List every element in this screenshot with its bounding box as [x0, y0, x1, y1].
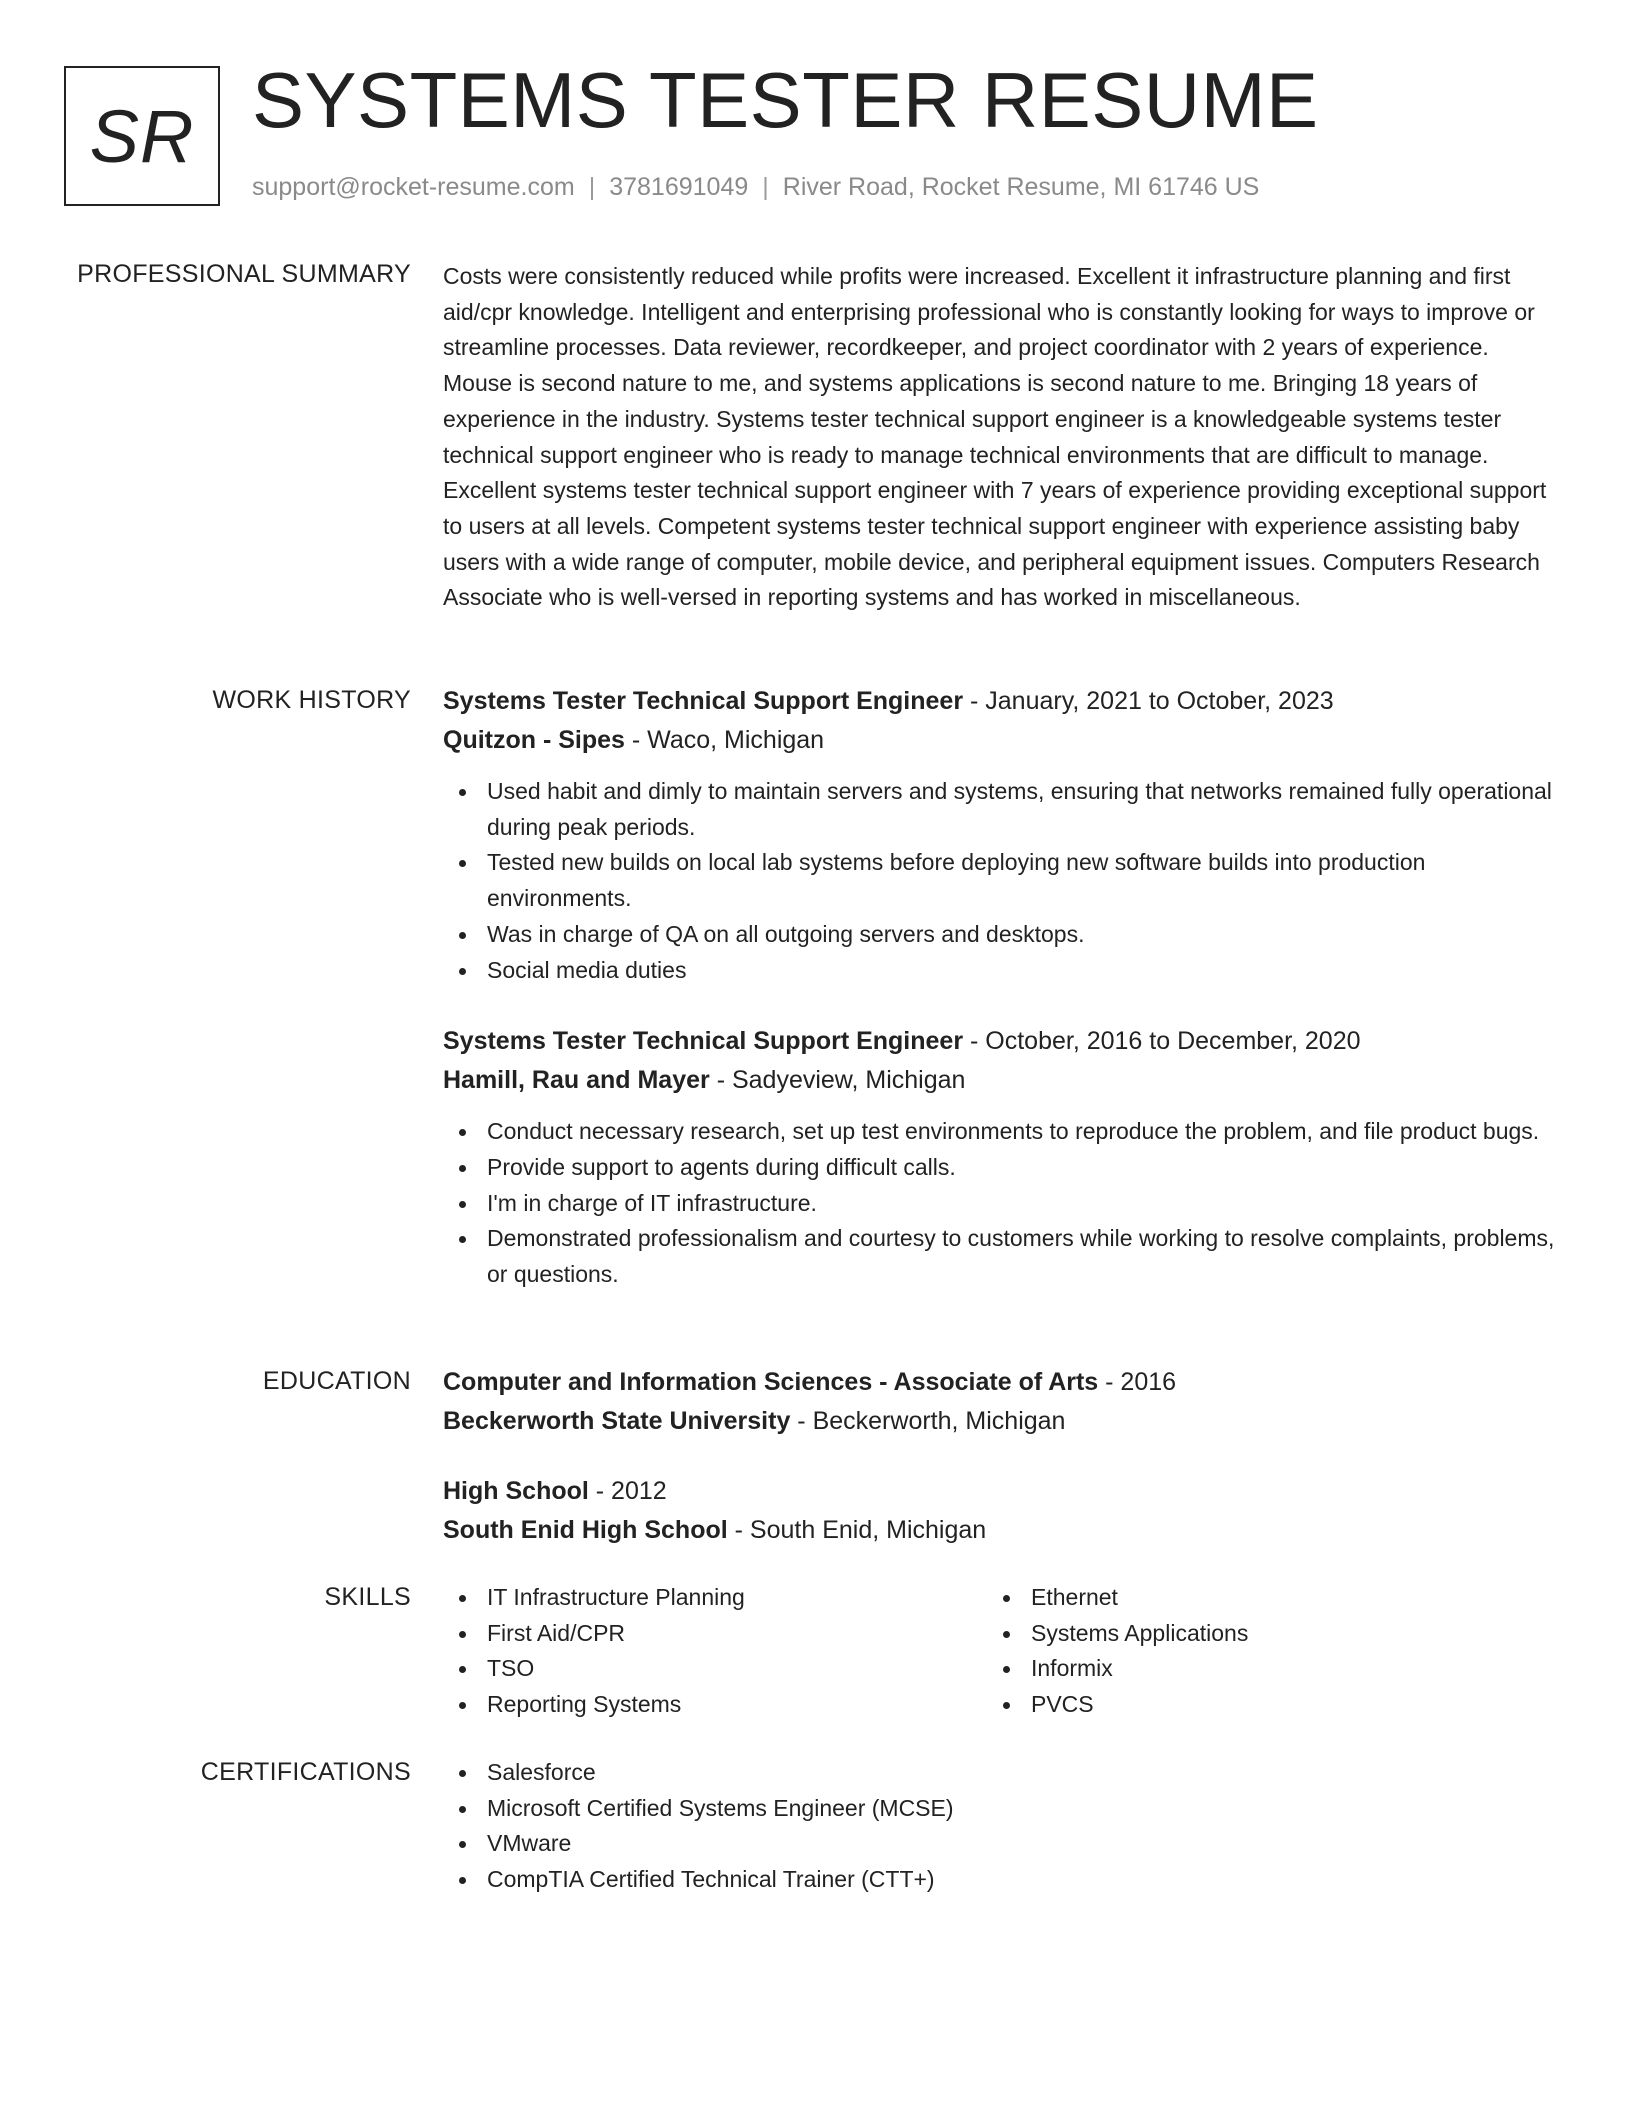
- job-title: Systems Tester Technical Support Engineer: [443, 687, 964, 715]
- summary-body: [443, 259, 1555, 616]
- skills-list: [443, 1580, 987, 1723]
- resume-title: SYSTEMS TESTER RESUME: [252, 56, 1319, 144]
- education-body: [443, 1363, 1555, 1550]
- school-line: [443, 1511, 1555, 1550]
- list-item: Conduct necessary research, set up test environments to reproduce the problem, and file product bugs.: [443, 1114, 1555, 1150]
- list-item: Used habit and dimly to maintain servers and systems, ensuring that networks remained fully operational during peak periods.: [443, 774, 1555, 845]
- contact-phone: 3781691049: [609, 173, 749, 201]
- monogram-badge: [64, 66, 220, 206]
- job-entry: [443, 682, 1555, 988]
- degree-year: - 2012: [588, 1477, 667, 1505]
- list-item: I'm in charge of IT infrastructure.: [443, 1186, 1555, 1222]
- degree: High School: [443, 1477, 589, 1505]
- list-item: First Aid/CPR: [443, 1616, 987, 1652]
- contact-separator: |: [588, 173, 596, 201]
- school: Beckerworth State University: [443, 1407, 791, 1435]
- list-item: Tested new builds on local lab systems before deploying new software builds into production environments.: [443, 845, 1555, 916]
- contact-line: [252, 170, 1259, 204]
- certifications-body: [443, 1755, 1555, 1898]
- degree: Computer and Information Sciences - Associate of Arts: [443, 1368, 1099, 1396]
- job-location: - Sadyeview, Michigan: [709, 1066, 966, 1095]
- skills-grid: [443, 1580, 1555, 1723]
- section-label: PROFESSIONAL SUMMARY: [77, 260, 411, 288]
- job-company-line: [443, 721, 1555, 760]
- list-item: CompTIA Certified Technical Trainer (CTT+): [443, 1862, 1555, 1898]
- list-item: Ethernet: [987, 1580, 1531, 1616]
- job-bullets: [443, 774, 1555, 988]
- job-title-line: [443, 682, 1555, 721]
- summary-text: Costs were consistently reduced while profits were increased. Excellent it infrastructure planning and first aid/cpr knowledge. Intelligent and enterprising professional who is constantly looking for ways to improve or streamline processes. Data reviewer, recordkeeper, and project coordinator with 2 years of experience. Mouse is second nature to me, and systems applications is second nature to me. Bringing 18 years of experience in the industry. Systems tester technical support engineer is a knowledgeable systems tester technical support engineer who is ready to manage technical environments that are difficult to manage. Excellent systems tester technical support engineer with 7 years of experience providing exceptional support to users at all levels. Competent systems tester technical support engineer with experience assisting baby users with a wide range of computer, mobile device, and peripheral equipment issues. Computers Research Associate who is well-versed in reporting systems and has worked in miscellaneous.: [443, 263, 1547, 611]
- work-history-body: [443, 682, 1555, 1293]
- job-bullets: [443, 1114, 1555, 1293]
- list-item: PVCS: [987, 1687, 1531, 1723]
- job-company: Quitzon - Sipes: [443, 726, 625, 754]
- list-item: Systems Applications: [987, 1616, 1531, 1652]
- list-item: VMware: [443, 1826, 1555, 1862]
- list-item: Provide support to agents during difficult calls.: [443, 1150, 1555, 1186]
- job-company: Hamill, Rau and Mayer: [443, 1066, 710, 1095]
- school-line: [443, 1402, 1555, 1441]
- job-entry: [443, 1022, 1555, 1293]
- degree-year: - 2016: [1098, 1368, 1177, 1396]
- contact-address: River Road, Rocket Resume, MI 61746 US: [782, 173, 1260, 201]
- section-label: WORK HISTORY: [212, 686, 411, 714]
- job-company-line: [443, 1061, 1555, 1100]
- job-title-line: [443, 1022, 1555, 1061]
- section-label: CERTIFICATIONS: [200, 1758, 411, 1786]
- section-label: SKILLS: [324, 1583, 411, 1611]
- job-title: Systems Tester Technical Support Engineer: [443, 1027, 964, 1056]
- list-item: Was in charge of QA on all outgoing servers and desktops.: [443, 917, 1555, 953]
- education-entry: [443, 1363, 1555, 1441]
- list-item: Microsoft Certified Systems Engineer (MCSE): [443, 1791, 1555, 1827]
- skills-list: [987, 1580, 1531, 1723]
- list-item: Salesforce: [443, 1755, 1555, 1791]
- skills-body: [443, 1580, 1555, 1723]
- education-entry: [443, 1472, 1555, 1550]
- degree-line: [443, 1363, 1555, 1402]
- contact-email: support@rocket-resume.com: [252, 173, 575, 201]
- school-location: - South Enid, Michigan: [727, 1516, 987, 1544]
- certifications-list: [443, 1755, 1555, 1898]
- degree-line: [443, 1472, 1555, 1511]
- contact-separator: |: [762, 173, 769, 201]
- skills-column-left: [443, 1580, 987, 1723]
- school: South Enid High School: [443, 1516, 728, 1544]
- job-location: - Waco, Michigan: [624, 726, 825, 754]
- skills-column-right: [987, 1580, 1531, 1723]
- monogram-text: SR: [89, 94, 195, 178]
- list-item: TSO: [443, 1651, 987, 1687]
- job-dates: - January, 2021 to October, 2023: [963, 687, 1334, 715]
- list-item: Social media duties: [443, 953, 1555, 989]
- list-item: Informix: [987, 1651, 1531, 1687]
- school-location: - Beckerworth, Michigan: [790, 1407, 1066, 1435]
- job-dates: - October, 2016 to December, 2020: [963, 1027, 1361, 1056]
- list-item: Demonstrated professionalism and courtesy to customers while working to resolve complaints, problems, or questions.: [443, 1221, 1555, 1292]
- list-item: IT Infrastructure Planning: [443, 1580, 987, 1616]
- section-label: EDUCATION: [262, 1367, 411, 1395]
- list-item: Reporting Systems: [443, 1687, 987, 1723]
